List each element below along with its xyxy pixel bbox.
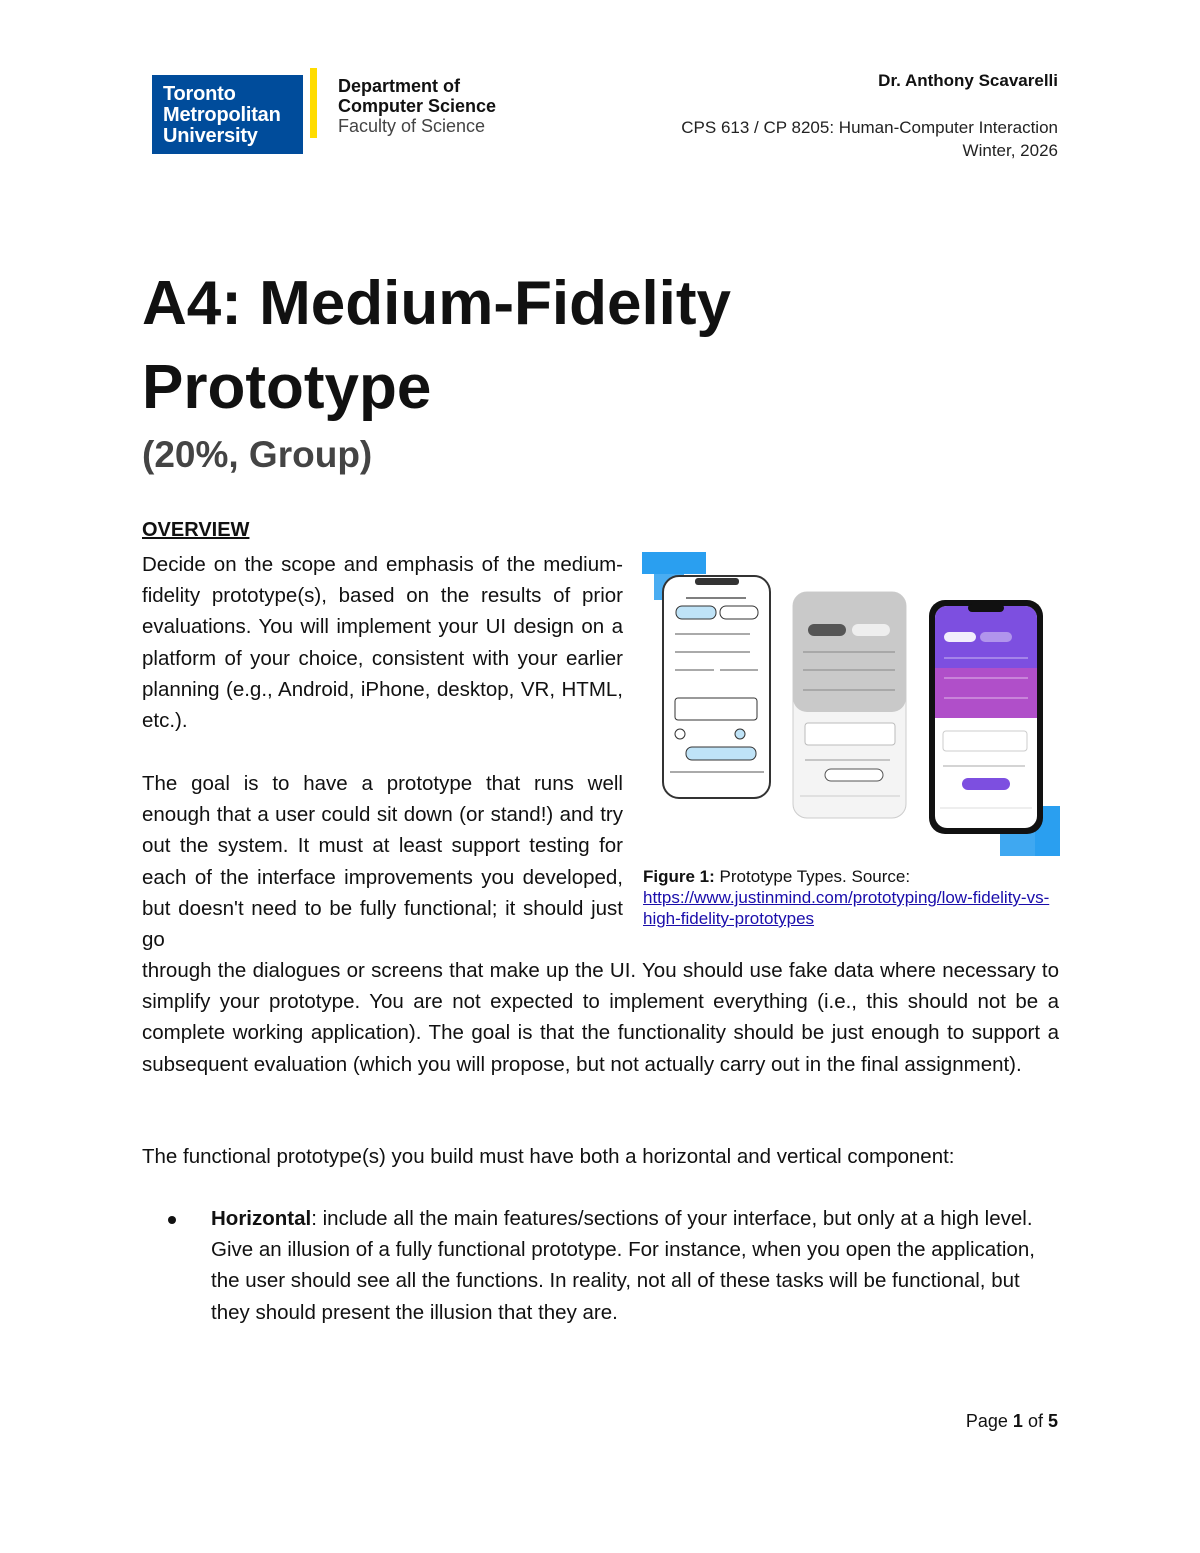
current-page: 1 [1012,1411,1023,1431]
figure-source-link[interactable]: https://www.justinmind.com/prototyping/low-fidelity-vs-high-fidelity-prototypes [643,888,1050,928]
logo-line-1: Toronto [163,83,236,105]
logo-wordmark [163,84,281,147]
high-fidelity-phone [929,600,1043,834]
logo-line-3: University [163,125,258,147]
title-line-1: A4: Medium-Fidelity [142,269,732,338]
faculty-line: Faculty of Science [338,116,486,136]
overview-heading: OVERVIEW [142,519,250,541]
department-line-2: Computer Science [338,96,497,116]
logo-accent-bar [310,68,317,138]
overview-paragraph-2-part-2: through the dialogues or screens that make up the UI. You should use fake data where necessary to simplify your prototype. You are not expected to implement everything (i.e., this should not be a complete working application). The goal is that the functionality should be just enough to support a subsequent evaluation (which you will propose, but not actually carry out in the final assignment). [142,959,1059,1076]
of-word: of [1027,1411,1043,1431]
bullet-icon [168,1216,176,1224]
course-info [681,116,1058,162]
prototype-types-figure [640,548,1060,858]
overview-paragraph-3: The functional prototype(s) you build must have both a horizontal and vertical component: [142,1145,955,1168]
low-fidelity-phone [663,576,770,798]
page-subtitle: (20%, Group) [142,434,373,475]
author-name: Dr. Anthony Scavarelli [878,71,1058,90]
page-number [966,1411,1058,1432]
list-item [142,1203,1059,1328]
medium-fidelity-phone [793,592,906,818]
component-list [142,1203,1059,1328]
list-item-text: : include all the main features/sections of your interface, but only at a high level. Give an illusion of a fully functional prototype. For instance, when you open the application, the user should see all the functions. In reality, not all of these tasks will be functional, but they should present the illusion that they are. [211,1207,1035,1324]
figure-caption [643,866,1063,929]
overview-paragraph-2-part-1: The goal is to have a prototype that runs well enough that a user could sit down (or stand!) and try out the system. It must at least support testing for each of the interface improvements you developed, but doesn't need to be fully functional; it should just go [142,772,623,952]
overview-paragraph-1: Decide on the scope and emphasis of the medium-fidelity prototype(s), based on the results of prior evaluations. You will implement your UI design on a platform of your choice, consistent with your earlier planning (e.g., Android, iPhone, desktop, VR, HTML, etc.). [142,553,623,733]
list-item-term: Horizontal [211,1207,312,1230]
total-pages: 5 [1047,1411,1058,1431]
page-word: Page [965,1411,1008,1431]
logo-line-2: Metropolitan [163,104,281,126]
department-block [338,76,496,136]
figure-caption-text: Prototype Types. Source: [714,867,911,886]
department-line-1: Department of [338,76,461,96]
course-term: Winter, 2026 [962,141,1058,160]
figure-label: Figure 1: [643,867,715,886]
title-line-2: Prototype [142,353,432,422]
course-title: CPS 613 / CP 8205: Human-Computer Interaction [681,118,1058,137]
university-logo [152,75,303,154]
page-title [142,262,902,430]
